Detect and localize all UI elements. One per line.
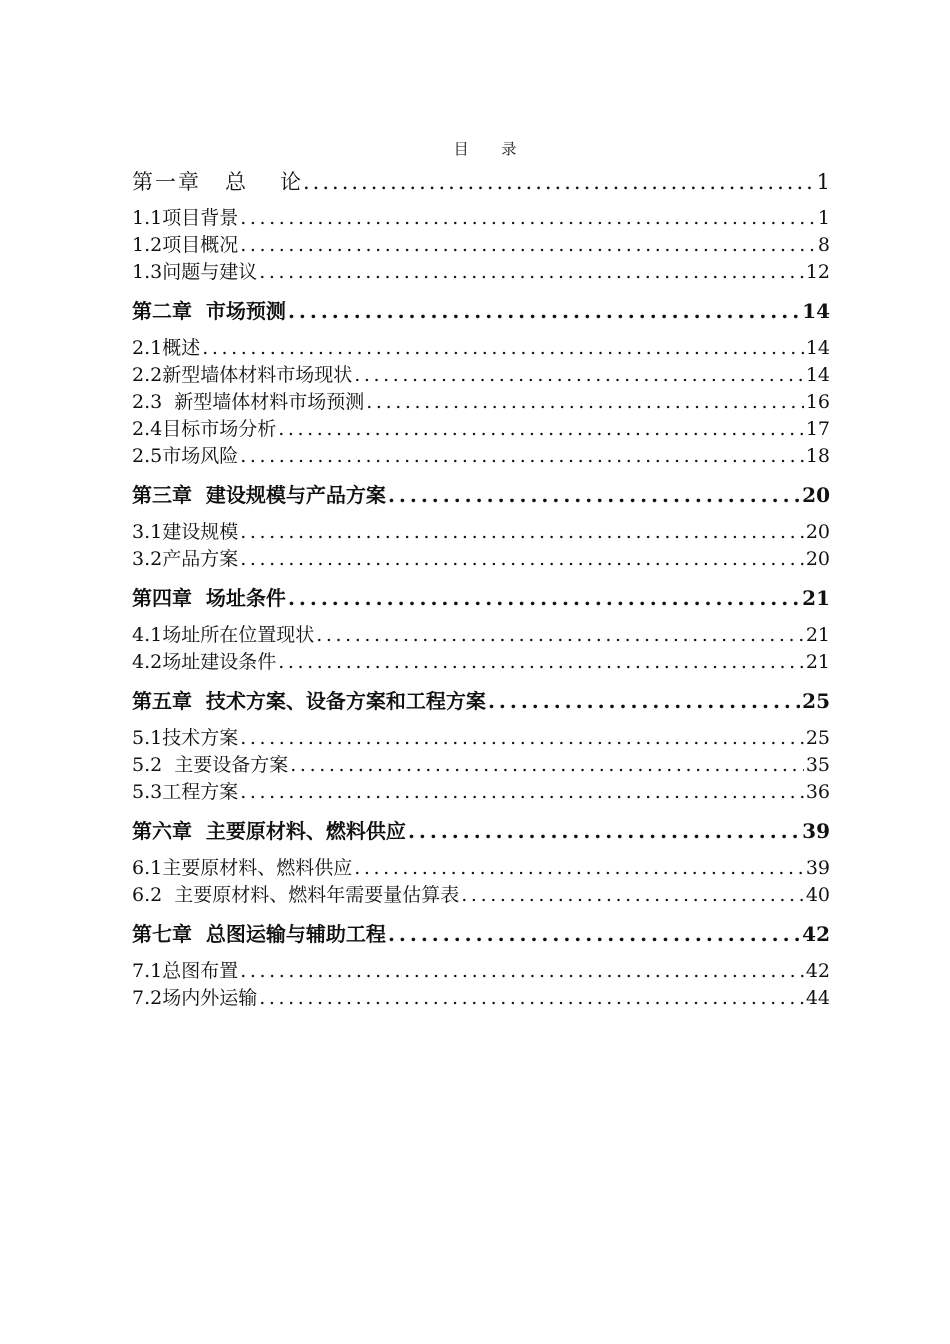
toc-entry-section[interactable]	[132, 622, 830, 649]
toc-entry-label: 2.1概述	[132, 337, 201, 359]
toc-entry-label: 4.2场址建设条件	[132, 651, 277, 673]
toc-entry-chapter[interactable]	[132, 583, 830, 613]
toc-entry-section[interactable]	[132, 335, 830, 362]
toc-entry-page: 44	[805, 987, 830, 1009]
toc-entry-page: 17	[805, 418, 830, 440]
toc-entry-page: 40	[805, 884, 830, 906]
toc-entry-section[interactable]	[132, 519, 830, 546]
toc-entry-label: 4.1场址所在位置现状	[132, 624, 315, 646]
toc-entry-section[interactable]	[132, 362, 830, 389]
dot-leader	[408, 816, 800, 846]
dot-leader	[290, 752, 804, 779]
toc-entry-section[interactable]	[132, 443, 830, 470]
chapter-title-word-1: 总	[225, 170, 246, 194]
dot-leader	[240, 519, 804, 546]
toc-entry-label: 第五章 技术方案、设备方案和工程方案	[132, 689, 486, 713]
toc-entry-label: 2.3 新型墙体材料市场预测	[132, 391, 365, 413]
dot-leader	[202, 335, 804, 362]
toc-entry-label: 6.2 主要原材料、燃料年需要量估算表	[132, 884, 460, 906]
toc-entry-section[interactable]	[132, 882, 830, 909]
toc-entry-section[interactable]	[132, 958, 830, 985]
toc-entry-section[interactable]	[132, 205, 830, 232]
dot-leader	[240, 546, 804, 573]
toc-entry-label: 2.5市场风险	[132, 445, 239, 467]
chapter-title-word-2: 论	[280, 170, 301, 194]
dot-leader	[461, 882, 804, 909]
toc-entry-page: 21	[802, 586, 830, 610]
toc-entry-page: 25	[802, 689, 830, 713]
dot-leader	[278, 649, 804, 676]
toc-entry-page: 21	[805, 624, 830, 646]
toc-entry-chapter[interactable]	[132, 480, 830, 510]
toc-entry-page: 25	[805, 727, 830, 749]
toc-entry-label: 第三章 建设规模与产品方案	[132, 483, 386, 507]
toc-entry-page: 12	[805, 261, 830, 283]
toc-entry-page: 20	[802, 483, 830, 507]
toc-entry-label: 3.1建设规模	[132, 521, 239, 543]
toc-entry-label: 第六章 主要原材料、燃料供应	[132, 819, 406, 843]
toc-entry-section[interactable]	[132, 855, 830, 882]
toc-entry-chapter[interactable]	[132, 816, 830, 846]
toc-entry-label: 1.2项目概况	[132, 234, 239, 256]
dot-leader	[354, 855, 804, 882]
dot-leader	[288, 583, 800, 613]
toc-entry-section[interactable]	[132, 416, 830, 443]
toc-entry-page: 16	[805, 391, 830, 413]
toc-entry-label: 5.2 主要设备方案	[132, 754, 289, 776]
toc-entry-page: 1	[817, 207, 830, 229]
dot-leader	[240, 779, 804, 806]
toc-entry-label: 第七章 总图运输与辅助工程	[132, 922, 386, 946]
toc-entry-page: 42	[805, 960, 830, 982]
toc-entry-chapter[interactable]	[132, 296, 830, 326]
toc-entry-page: 18	[805, 445, 830, 467]
dot-leader	[288, 296, 800, 326]
toc-entry-section[interactable]	[132, 546, 830, 573]
toc-entry-section[interactable]	[132, 985, 830, 1012]
toc-entry-chapter-1[interactable]	[132, 167, 830, 197]
toc-entry-page: 20	[805, 548, 830, 570]
toc-entry-page: 20	[805, 521, 830, 543]
dot-leader	[240, 443, 804, 470]
toc-entry-section[interactable]	[132, 649, 830, 676]
dot-leader	[259, 259, 804, 286]
dot-leader	[240, 232, 816, 259]
toc-entry-label: 2.2新型墙体材料市场现状	[132, 364, 353, 386]
toc-entry-page: 39	[802, 819, 830, 843]
toc-entry-label: 第二章 市场预测	[132, 299, 286, 323]
toc-entry-page: 14	[802, 299, 830, 323]
toc-entry-label: 6.1主要原材料、燃料供应	[132, 857, 353, 879]
toc-entry-section[interactable]	[132, 725, 830, 752]
dot-leader	[366, 389, 804, 416]
dot-leader	[240, 725, 804, 752]
toc-entry-label	[132, 167, 301, 197]
toc-entry-label: 第四章 场址条件	[132, 586, 286, 610]
toc-entry-section[interactable]	[132, 232, 830, 259]
toc-title: 目 录	[453, 140, 531, 158]
dot-leader	[240, 958, 804, 985]
toc-entry-page: 42	[802, 922, 830, 946]
dot-leader	[259, 985, 804, 1012]
dot-leader	[240, 205, 816, 232]
toc-entry-section[interactable]	[132, 259, 830, 286]
chapter-number: 第一章	[132, 170, 201, 194]
toc-entry-page: 14	[805, 337, 830, 359]
toc-entry-chapter[interactable]	[132, 919, 830, 949]
toc-entry-page: 1	[816, 170, 830, 194]
toc-entry-chapter[interactable]	[132, 686, 830, 716]
dot-leader	[488, 686, 800, 716]
toc-entry-label: 7.2场内外运输	[132, 987, 258, 1009]
dot-leader	[388, 480, 800, 510]
table-of-contents	[132, 167, 830, 1012]
toc-entry-page: 39	[805, 857, 830, 879]
toc-entry-page: 8	[817, 234, 830, 256]
toc-entry-list	[132, 205, 830, 1012]
toc-entry-label: 5.3工程方案	[132, 781, 239, 803]
dot-leader	[303, 167, 815, 197]
toc-entry-page: 35	[805, 754, 830, 776]
toc-entry-label: 2.4目标市场分析	[132, 418, 277, 440]
toc-entry-label: 1.3问题与建议	[132, 261, 258, 283]
toc-entry-page: 36	[805, 781, 830, 803]
toc-entry-page: 14	[805, 364, 830, 386]
dot-leader	[388, 919, 800, 949]
toc-entry-label: 5.1技术方案	[132, 727, 239, 749]
dot-leader	[354, 362, 804, 389]
toc-entry-section[interactable]	[132, 389, 830, 416]
toc-entry-page: 21	[805, 651, 830, 673]
toc-entry-label: 7.1总图布置	[132, 960, 239, 982]
dot-leader	[278, 416, 804, 443]
dot-leader	[316, 622, 804, 649]
toc-entry-label: 3.2产品方案	[132, 548, 239, 570]
toc-entry-section[interactable]	[132, 752, 830, 779]
toc-entry-label: 1.1项目背景	[132, 207, 239, 229]
toc-entry-section[interactable]	[132, 779, 830, 806]
